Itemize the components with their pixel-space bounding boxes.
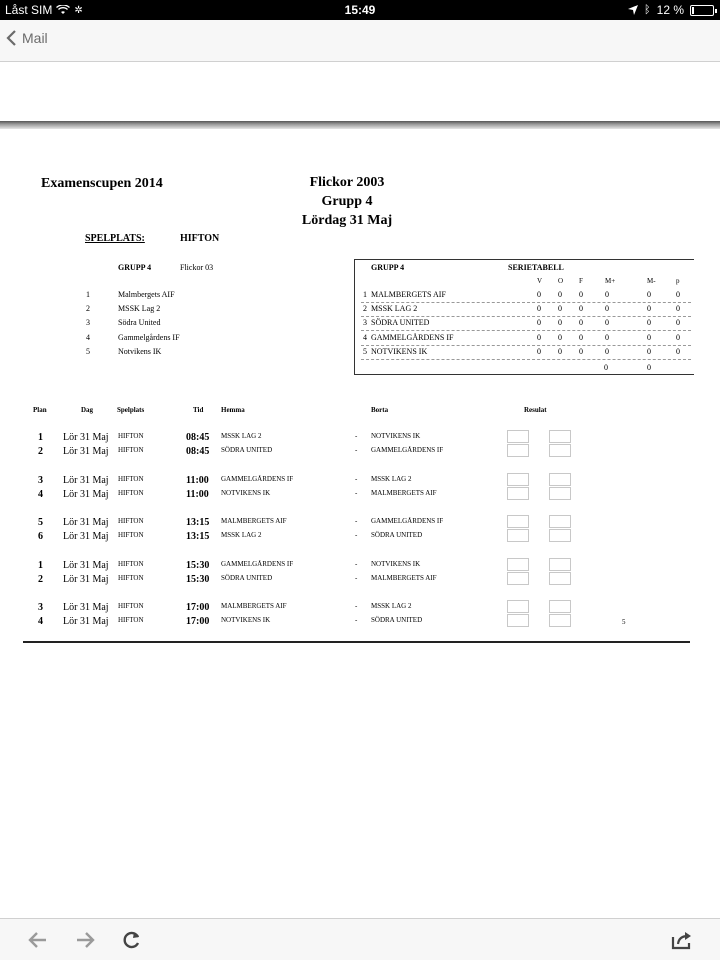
back-arrow-icon — [26, 929, 50, 951]
series-column-header: V — [537, 277, 543, 285]
series-row — [361, 333, 691, 346]
home-score-box[interactable] — [507, 558, 529, 571]
back-to-mail-button[interactable] — [6, 30, 48, 46]
match-day: Lör 31 Maj — [63, 446, 109, 457]
group-title: Grupp 4 — [321, 194, 373, 209]
home-score-box[interactable] — [507, 430, 529, 443]
series-cell-p: 0 — [676, 332, 680, 342]
match-day: Lör 31 Maj — [63, 488, 109, 500]
group-header: GRUPP 4 — [118, 263, 152, 272]
series-row-team: SÖDRA UNITED — [371, 318, 430, 328]
match-away: SÖDRA UNITED — [371, 616, 423, 624]
match-venue: HIFTON — [118, 517, 144, 525]
match-day: Lör 31 Maj — [63, 432, 109, 443]
match-away: GAMMELGÅRDENS IF — [371, 446, 444, 454]
match-dash: - — [355, 432, 358, 440]
match-dash: - — [355, 573, 358, 582]
match-dash: - — [355, 559, 358, 568]
clock: 15:49 — [344, 3, 376, 17]
series-column-header: p — [676, 277, 680, 285]
match-time: 17:00 — [186, 616, 210, 627]
series-cell-v: 0 — [537, 290, 541, 299]
team-number: 2 — [86, 304, 90, 314]
series-row-number: 4 — [363, 332, 367, 342]
series-row — [361, 290, 691, 303]
series-table-title: SERIETABELL — [508, 263, 564, 272]
series-cell-mm: 0 — [647, 304, 651, 314]
match-time: 08:45 — [186, 446, 210, 457]
match-plan: 6 — [38, 531, 43, 542]
match-dash: - — [355, 616, 358, 624]
match-venue: HIFTON — [118, 446, 144, 454]
away-score-box[interactable] — [549, 529, 571, 542]
back-label: Mail — [22, 30, 48, 46]
match-time: 15:30 — [186, 573, 210, 585]
match-day: Lör 31 Maj — [63, 517, 109, 528]
match-time: 13:15 — [186, 517, 210, 528]
away-score-box[interactable] — [549, 487, 571, 500]
away-score-box[interactable] — [549, 473, 571, 486]
series-cell-p: 0 — [676, 304, 680, 314]
match-away: NOTVIKENS IK — [371, 432, 421, 440]
series-table-group: GRUPP 4 — [371, 263, 405, 272]
match-home: GAMMELGÅRDENS IF — [221, 559, 294, 568]
match-home: NOTVIKENS IK — [221, 616, 271, 624]
series-row-team: NOTVIKENS IK — [371, 346, 428, 356]
series-row-number: 5 — [363, 346, 367, 356]
series-column-header: O — [558, 277, 564, 285]
team-number: 5 — [86, 346, 90, 356]
match-time: 08:45 — [186, 432, 210, 443]
battery-icon — [690, 5, 714, 16]
series-row — [361, 347, 691, 360]
match-day: Lör 31 Maj — [63, 474, 109, 486]
home-score-box[interactable] — [507, 600, 529, 613]
home-score-box[interactable] — [507, 572, 529, 585]
series-column-header: F — [579, 277, 583, 285]
away-score-box[interactable] — [549, 572, 571, 585]
match-time: 11:00 — [186, 474, 209, 486]
series-row — [361, 304, 691, 317]
document-top-margin — [0, 62, 720, 124]
match-plan: 2 — [38, 446, 43, 457]
series-cell-mp: 0 — [605, 290, 609, 299]
series-cell-f: 0 — [579, 290, 583, 299]
match-time: 13:15 — [186, 531, 210, 542]
team-name: MSSK Lag 2 — [118, 304, 161, 314]
match-plan: 3 — [38, 602, 43, 613]
match-plan: 1 — [38, 432, 43, 443]
series-cell-p: 0 — [676, 346, 680, 356]
header-plan: Plan — [33, 406, 47, 414]
header-away: Borta — [371, 406, 389, 414]
away-score-box[interactable] — [549, 558, 571, 571]
battery-label: 12 % — [656, 3, 684, 17]
series-cell-v: 0 — [537, 346, 541, 356]
series-cell-f: 0 — [579, 304, 583, 314]
document-page[interactable] — [0, 129, 720, 919]
match-home: MSSK LAG 2 — [221, 432, 262, 440]
match-venue: HIFTON — [118, 432, 144, 440]
footnote-number: 5 — [622, 618, 626, 626]
series-cell-mp: 0 — [605, 304, 609, 314]
match-venue: HIFTON — [118, 531, 144, 539]
location-icon — [628, 5, 638, 15]
series-row-team: MALMBERGETS AIF — [371, 290, 446, 299]
page-separator — [0, 121, 720, 129]
share-button[interactable] — [670, 929, 694, 951]
match-dash: - — [355, 488, 358, 497]
status-bar — [0, 0, 720, 20]
match-home: SÖDRA UNITED — [221, 446, 273, 454]
reload-button[interactable] — [120, 929, 144, 951]
bottom-rule — [23, 641, 690, 643]
team-number: 3 — [86, 318, 90, 328]
match-dash: - — [355, 517, 358, 525]
match-dash: - — [355, 474, 358, 483]
team-name: Södra United — [118, 318, 161, 328]
series-cell-o: 0 — [558, 290, 562, 299]
series-total-mminus: 0 — [647, 363, 651, 372]
class-title: Flickor 2003 — [309, 175, 385, 190]
forward-arrow-button[interactable] — [73, 929, 97, 951]
match-plan: 5 — [38, 517, 43, 528]
tournament-title: Examenscupen 2014 — [41, 176, 163, 191]
match-home: MALMBERGETS AIF — [221, 602, 287, 610]
match-dash: - — [355, 602, 358, 610]
away-score-box[interactable] — [549, 600, 571, 613]
series-cell-f: 0 — [579, 332, 583, 342]
away-score-box[interactable] — [549, 444, 571, 457]
team-number: 1 — [86, 290, 90, 299]
match-day: Lör 31 Maj — [63, 559, 109, 571]
series-row-number: 3 — [363, 318, 367, 328]
home-score-box[interactable] — [507, 614, 529, 627]
series-cell-p: 0 — [676, 290, 680, 299]
match-home: MALMBERGETS AIF — [221, 517, 287, 525]
match-time: 17:00 — [186, 602, 210, 613]
away-score-box[interactable] — [549, 614, 571, 627]
bottom-toolbar — [0, 918, 720, 960]
match-day: Lör 31 Maj — [63, 573, 109, 585]
match-day: Lör 31 Maj — [63, 531, 109, 542]
match-time: 11:00 — [186, 488, 209, 500]
header-day: Dag — [81, 406, 94, 414]
reload-icon — [120, 929, 144, 951]
match-venue: HIFTON — [118, 474, 144, 483]
match-home: GAMMELGÅRDENS IF — [221, 474, 294, 483]
series-cell-o: 0 — [558, 318, 562, 328]
match-venue: HIFTON — [118, 616, 144, 624]
team-name: Malmbergets AIF — [118, 290, 175, 299]
venue-label: SPELPLATS: — [85, 233, 145, 244]
home-score-box[interactable] — [507, 473, 529, 486]
match-home: SÖDRA UNITED — [221, 573, 273, 582]
match-home: MSSK LAG 2 — [221, 531, 262, 539]
match-away: SÖDRA UNITED — [371, 531, 423, 539]
match-away: GAMMELGÅRDENS IF — [371, 517, 444, 525]
match-plan: 3 — [38, 474, 43, 486]
series-column-header: M+ — [605, 277, 616, 285]
series-row-number: 1 — [363, 290, 367, 299]
match-away: MALMBERGETS AIF — [371, 573, 437, 582]
series-row — [361, 318, 691, 331]
series-cell-v: 0 — [537, 332, 541, 342]
series-cell-mp: 0 — [605, 332, 609, 342]
header-time: Tid — [193, 406, 204, 414]
series-cell-o: 0 — [558, 304, 562, 314]
series-table — [354, 259, 694, 375]
away-score-box[interactable] — [549, 515, 571, 528]
series-row-team: GAMMELGÅRDENS IF — [371, 332, 454, 342]
series-cell-o: 0 — [558, 332, 562, 342]
team-name: Notvikens IK — [118, 346, 162, 356]
match-venue: HIFTON — [118, 559, 144, 568]
match-home: NOTVIKENS IK — [221, 488, 271, 497]
match-away: MALMBERGETS AIF — [371, 488, 437, 497]
back-arrow-button[interactable] — [26, 929, 50, 951]
match-venue: HIFTON — [118, 602, 144, 610]
match-day: Lör 31 Maj — [63, 616, 109, 627]
series-cell-p: 0 — [676, 318, 680, 328]
series-cell-mm: 0 — [647, 290, 651, 299]
match-venue: HIFTON — [118, 573, 144, 582]
match-time: 15:30 — [186, 559, 210, 571]
home-score-box[interactable] — [507, 487, 529, 500]
share-icon — [670, 929, 694, 951]
match-plan: 4 — [38, 616, 43, 627]
match-away: NOTVIKENS IK — [371, 559, 421, 568]
series-cell-v: 0 — [537, 304, 541, 314]
header-home: Hemma — [221, 406, 245, 414]
series-cell-mp: 0 — [605, 318, 609, 328]
match-plan: 1 — [38, 559, 43, 571]
series-column-header: M- — [647, 277, 656, 285]
match-plan: 4 — [38, 488, 43, 500]
team-number: 4 — [86, 332, 90, 342]
match-day: Lör 31 Maj — [63, 602, 109, 613]
home-score-box[interactable] — [507, 515, 529, 528]
match-venue: HIFTON — [118, 488, 144, 497]
series-row-number: 2 — [363, 304, 367, 314]
series-cell-mm: 0 — [647, 318, 651, 328]
series-total-mplus: 0 — [604, 363, 608, 372]
series-cell-o: 0 — [558, 346, 562, 356]
group-class: Flickor 03 — [180, 263, 214, 272]
series-cell-v: 0 — [537, 318, 541, 328]
venue-name: HIFTON — [180, 233, 220, 244]
activity-icon: ✲ — [74, 4, 83, 16]
home-score-box[interactable] — [507, 444, 529, 457]
match-plan: 2 — [38, 573, 43, 585]
match-dash: - — [355, 446, 358, 454]
header-venue: Spelplats — [117, 406, 145, 414]
series-cell-f: 0 — [579, 318, 583, 328]
forward-arrow-icon — [73, 929, 97, 951]
series-row-team: MSSK LAG 2 — [371, 304, 418, 314]
navigation-bar — [0, 20, 720, 62]
series-cell-mp: 0 — [605, 346, 609, 356]
date-title: Lördag 31 Maj — [301, 213, 393, 228]
series-cell-mm: 0 — [647, 332, 651, 342]
chevron-left-icon — [6, 30, 18, 46]
home-score-box[interactable] — [507, 529, 529, 542]
team-name: Gammelgårdens IF — [118, 332, 180, 342]
series-cell-f: 0 — [579, 346, 583, 356]
carrier-label: Låst SIM — [5, 3, 53, 17]
match-away: MSSK LAG 2 — [371, 602, 412, 610]
away-score-box[interactable] — [549, 430, 571, 443]
match-dash: - — [355, 531, 358, 539]
header-result: Resulat — [524, 406, 547, 414]
match-away: MSSK LAG 2 — [371, 474, 412, 483]
bluetooth-icon: ᛒ — [644, 4, 651, 16]
series-cell-mm: 0 — [647, 346, 651, 356]
